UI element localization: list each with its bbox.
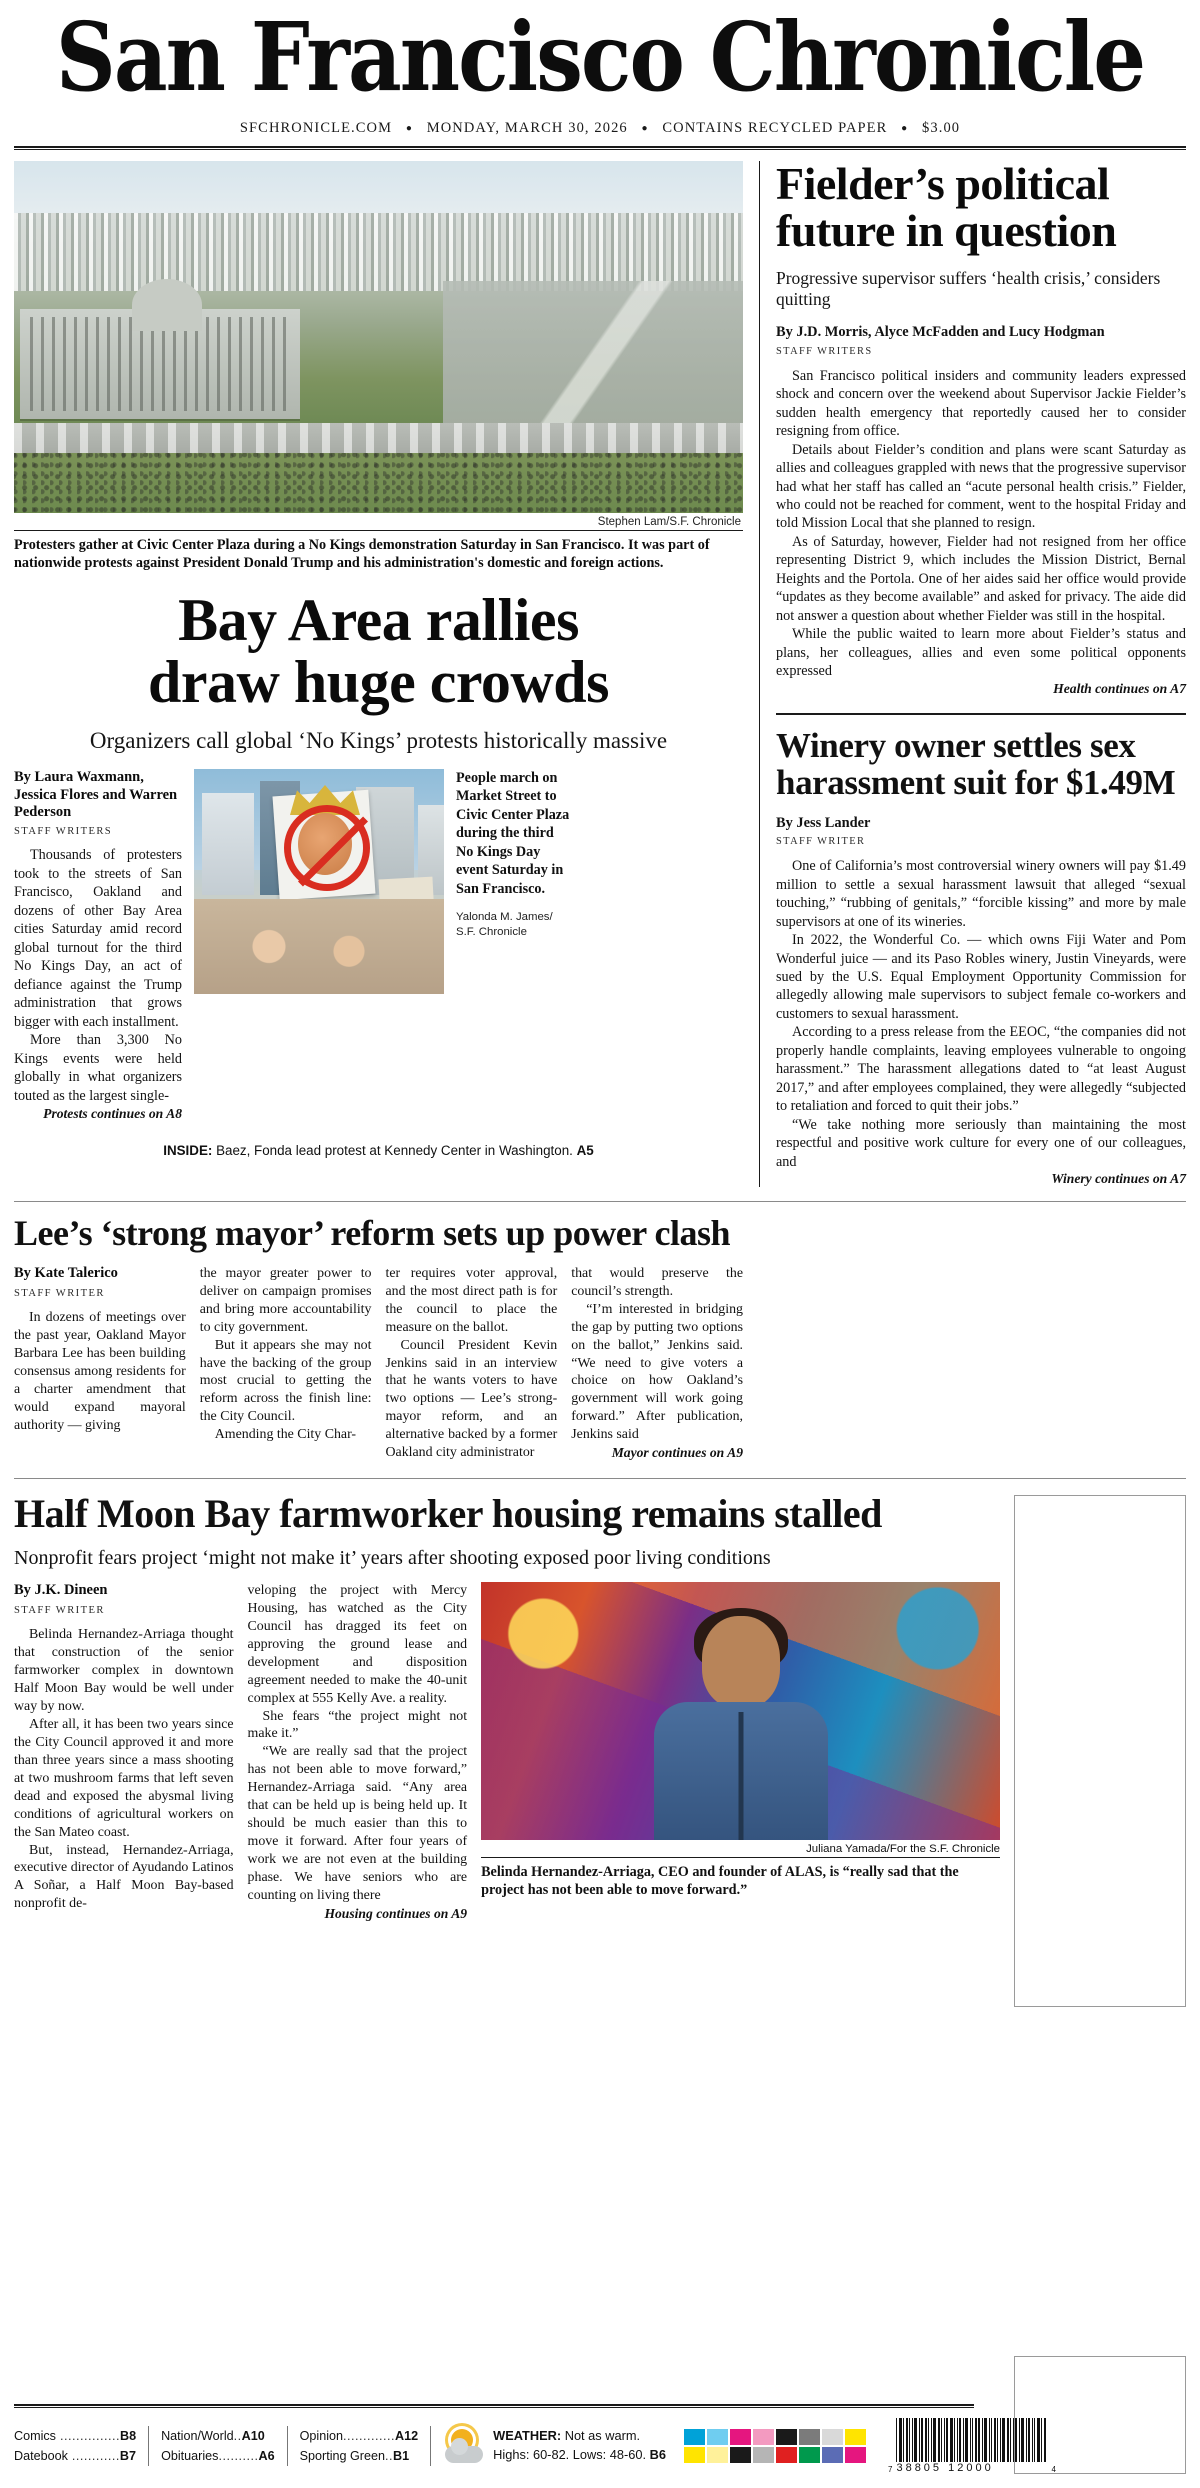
weather-summary: Not as warm. [564, 2428, 641, 2444]
hmb-headline: Half Moon Bay farmworker housing remains stalled [14, 1491, 882, 1537]
lead-para-2: More than 3,300 No Kings events were held globally in what organizers touted as the largest single- [14, 1032, 182, 1104]
color-swatch [822, 2429, 843, 2445]
dateline-bullet-icon: ● [641, 122, 649, 134]
lee-c2-para-1: the mayor greater power to deliver on campaign promises and bring more accountability to city government. [199, 1265, 372, 1335]
winery-jumpline: Winery continues on A7 [1051, 1170, 1186, 1186]
footer-index-bar [14, 2404, 1186, 2474]
barcode-line [975, 2418, 977, 2462]
market-street-credit: Yalonda M. James/ S.F. Chronicle [456, 911, 553, 939]
dateline-price: $3.00 [922, 119, 961, 136]
hmb-section-rule [14, 1478, 1186, 1479]
lee-section [14, 1202, 1186, 1462]
index-page-obituaries: A6 [258, 2449, 275, 2463]
lead-body [14, 846, 182, 1105]
barcode-line [978, 2418, 980, 2462]
index-page-datebook: B7 [119, 2449, 137, 2463]
index-item-nation-world[interactable]: Nation/World..A10 [161, 2428, 265, 2443]
hmb-c1-para-3: But, instead, Hernandez-Arriaga, executive director of Ayudando Latinos A Soñar, a Half Moon Bay-based nonprofit de- [14, 1842, 234, 1912]
hmb-jumpline: Housing continues on A9 [324, 1905, 468, 1921]
hmb-column-1 [14, 1582, 234, 1922]
lead-byline-title: STAFF WRITERS [14, 826, 113, 838]
color-swatch [799, 2429, 820, 2445]
market-street-caption: People march on Market Street to Civic Center Plaza during the third No Kings Day event Saturday in San Francisco. [456, 770, 570, 897]
lead-byline: By Laura Waxmann, Jessica Flores and Warren Pederson [14, 769, 178, 821]
barcode-line [963, 2418, 964, 2462]
barcode-line [921, 2418, 923, 2462]
hmb-columns [14, 1582, 1000, 1922]
color-swatch [753, 2429, 774, 2445]
barcode-line [931, 2418, 932, 2462]
lee-c3-para-1: ter requires voter approval, and the most direct path is for the council to place the measure on the ballot. [385, 1265, 558, 1335]
barcode-line [972, 2418, 973, 2462]
barcode-line [914, 2418, 917, 2462]
fielder-para-2: Details about Fielder’s condition and plans were scant Saturday as allies and colleagues grappled with news that the progressive supervisor had what her staff has called an “acute personal health crisis.” Fielder, who could not be reached for comment, went to the hospital Friday and told Mission Local that she planned to resign. [776, 441, 1186, 532]
color-swatch [799, 2447, 820, 2463]
sun-cloud-icon [445, 2429, 485, 2463]
inside-text: Baez, Fonda lead protest at Kennedy Center in Washington. [216, 1142, 573, 1158]
barcode-line [1010, 2418, 1011, 2462]
barcode-line [919, 2418, 920, 2462]
index-name-datebook: Datebook [14, 2449, 68, 2463]
barcode-line [1002, 2418, 1005, 2462]
index-page-nation-world: A10 [241, 2428, 265, 2443]
lee-byline: By Kate Talerico [14, 1264, 118, 1281]
lead-story-columns [14, 769, 743, 1122]
dateline-date: MONDAY, MARCH 30, 2026 [426, 119, 628, 136]
lead-jumpline: Protests continues on A8 [43, 1105, 182, 1121]
barcode-line [965, 2418, 968, 2462]
weather-label: WEATHER: [493, 2428, 562, 2444]
barcode-line [989, 2418, 990, 2462]
barcode-left-digit: 7 [888, 2465, 893, 2474]
footer-ad-box[interactable] [1014, 2356, 1186, 2474]
hmb-photo-caption: Belinda Hernandez-Arriaga, CEO and founder of ALAS, is “really sad that the project has not been able to move forward.” [481, 1857, 1000, 1900]
index-name-obituaries: Obituaries [161, 2449, 219, 2463]
top-section [14, 157, 1186, 1187]
right-rail-divider [776, 713, 1186, 715]
color-bar-row-bottom [684, 2447, 866, 2463]
barcode-line [903, 2418, 904, 2462]
lead-deck: Organizers call global ‘No Kings’ protests historically massive [89, 728, 668, 754]
index-name-comics: Comics [14, 2428, 56, 2443]
barcode-line [991, 2418, 992, 2462]
footer-rule [14, 2404, 974, 2408]
color-swatch [845, 2429, 866, 2445]
barcode-line [1007, 2418, 1009, 2462]
lee-c1-para-1: In dozens of meetings over the past year, Oakland Mayor Barbara Lee has been building consensus among residents for a charter amendment that would expand mayoral authority — giving [14, 1310, 186, 1433]
hmb-c1-para-1: Belinda Hernandez-Arriaga thought that construction of the senior farmworker complex in downtown Half Moon Bay would be well under way by now. [14, 1627, 234, 1715]
lee-byline-title: STAFF WRITER [14, 1287, 105, 1299]
barcode-line [899, 2418, 902, 2462]
barcode-line [909, 2418, 910, 2462]
hmb-photo-credit: Juliana Yamada/For the S.F. Chronicle [806, 1842, 1001, 1855]
dateline-bullet-icon: ● [405, 122, 413, 134]
index-page-opinion: A12 [395, 2428, 419, 2443]
index-group-3 [288, 2426, 432, 2467]
winery-para-3: According to a press release from the EEOC, “the companies did not properly handle complaints, leaving employees vulnerable to ongoing harassment.” The harassment allegations dated to “at least August 2017,” and after employees complained, they were allegedly “subjected to retaliation and forced to quit their jobs.” [776, 1024, 1186, 1115]
color-bar-row-top [684, 2429, 866, 2445]
barcode-line [938, 2418, 940, 2462]
advertisement-box[interactable] [1014, 1495, 1186, 2007]
barcode-line [997, 2418, 998, 2462]
hmb-section [14, 1493, 1186, 2007]
dateline-recycled: CONTAINS RECYCLED PAPER [662, 119, 888, 136]
lee-column-4 [571, 1265, 743, 1462]
barcode-right-digit: 4 [1051, 2465, 1056, 2474]
barcode-line [957, 2418, 958, 2462]
index-group-2 [149, 2426, 288, 2467]
index-page-sporting-green: B1 [393, 2449, 410, 2463]
hmb-deck: Nonprofit fears project ‘might not make it’ years after shooting exposed poor living conditions [14, 1546, 771, 1569]
hmb-c2-para-1: veloping the project with Mercy Housing, has watched as the City Council has dragged its feet on approving the ground lease and development and disposition agreement needed to make the 40-unit complex at 555 Kelly Ave. a reality. [247, 1582, 468, 1706]
barcode-line [984, 2418, 987, 2462]
barcode-line [950, 2418, 953, 2462]
index-item-opinion[interactable]: Opinion.............A12 [299, 2428, 419, 2443]
hmb-photo [481, 1582, 1000, 1840]
lead-photo-caption: Protesters gather at Civic Center Plaza during a No Kings demonstration Saturday in San Francisco. It was part of nationwide protests against President Donald Trump and his administration's domestic and foreign actions. [14, 530, 743, 573]
color-swatch [730, 2447, 751, 2463]
winery-byline-title: STAFF WRITER [776, 836, 866, 848]
masthead-title: San Francisco Chronicle [55, 2, 1145, 113]
color-swatch [753, 2447, 774, 2463]
lead-para-1: Thousands of protesters took to the streets of San Francisco, Oakland and dozens of other Bay Area cities Saturday amid record global turnout for the third No Kings Day, an act of defiance against the Trump administration that grows bigger with each installment. [14, 847, 182, 1030]
color-swatch [822, 2447, 843, 2463]
barcode-line [970, 2418, 971, 2462]
weather-block[interactable] [431, 2427, 666, 2464]
fielder-para-3: As of Saturday, however, Fielder had not resigned from her office representing District 9, which includes the Mission District, Bernal Heights and the Portola. One of her aides said her office would provide “updates as they become available” and asked for privacy. The aide did not answer a question about whether Fielder was still in the hospital. [776, 533, 1186, 624]
barcode-line [912, 2418, 913, 2462]
hmb-byline-title: STAFF WRITER [14, 1604, 105, 1616]
lead-photo-credit: Stephen Lam/S.F. Chronicle [597, 515, 741, 528]
lee-column-3 [386, 1265, 558, 1462]
color-swatch [730, 2429, 751, 2445]
index-item-datebook[interactable]: Datebook ............B7 [14, 2449, 137, 2463]
lead-column-1 [14, 769, 182, 1122]
winery-headline: Winery owner settles sex harassment suit for $1.49M [776, 725, 1176, 802]
inside-label: INSIDE: [163, 1142, 213, 1158]
fielder-para-1: San Francisco political insiders and community leaders expressed shock and concern over the weekend about Supervisor Jackie Fielder’s sudden health emergency that reportedly caused her to consider resigning from office. [776, 367, 1186, 440]
masthead [14, 0, 1186, 150]
winery-body [776, 857, 1186, 1171]
color-swatch [707, 2447, 728, 2463]
barcode-line [944, 2418, 945, 2462]
winery-para-4: “We take nothing more seriously than maintaining the most respectful and positive work culture for every one of our colleagues, and [776, 1116, 1186, 1170]
barcode-line [954, 2418, 955, 2462]
lee-headline: Lee’s ‘strong mayor’ reform sets up power clash [14, 1212, 731, 1253]
index-item-sporting-green[interactable]: Sporting Green..B1 [299, 2449, 410, 2463]
barcode-line [925, 2418, 927, 2462]
color-swatch [684, 2447, 705, 2463]
color-swatch [776, 2429, 797, 2445]
index-name-sporting-green: Sporting Green [299, 2449, 386, 2463]
color-swatch [776, 2447, 797, 2463]
fielder-deck: Progressive supervisor suffers ‘health crisis,’ considers quitting [776, 267, 1161, 309]
index-page-comics: B8 [119, 2428, 137, 2443]
winery-para-1: One of California’s most controversial winery owners will pay $1.49 million to settle a sexual harassment lawsuit that alleged “sexual touching,” “rubbing of genitals,” “forcible kissing” and more by male supervisors at one of its wineries. [776, 858, 1186, 930]
winery-byline: By Jess Lander [776, 814, 871, 831]
masthead-rule [14, 146, 1186, 150]
lee-column-2 [200, 1265, 372, 1462]
hmb-byline: By J.K. Dineen [14, 1581, 108, 1598]
lead-headline-line1: Bay Area rallies [178, 586, 579, 653]
lee-c3-para-2: Council President Kevin Jenkins said in an interview that he wants voters to have two options — Lee’s strong-mayor reform, and an alternative backed by a former Oakland city administrator [385, 1337, 558, 1461]
index-item-comics[interactable]: Comics ...............B8 [14, 2428, 137, 2443]
barcode-line [933, 2418, 936, 2462]
market-street-caption-block [456, 769, 574, 1122]
lee-columns [14, 1265, 743, 1462]
hmb-c2-para-2: She fears “the project might not make it.” [247, 1708, 468, 1742]
market-street-photo [194, 769, 444, 994]
index-name-opinion: Opinion [299, 2428, 344, 2443]
lead-photo [14, 161, 743, 513]
lead-story-block [14, 161, 759, 1187]
barcode-line [982, 2418, 983, 2462]
weather-detail: Highs: 60-82. Lows: 48-60. [493, 2447, 647, 2462]
lee-c4-para-1: that would preserve the council’s strength. [571, 1265, 743, 1299]
fielder-para-4: While the public waited to learn more about Fielder’s status and plans, her colleagues, allies and even some political opponents expressed [776, 626, 1186, 680]
barcode-line [946, 2418, 948, 2462]
barcode-line [896, 2418, 897, 2462]
fielder-headline: Fielder’s political future in question [776, 157, 1117, 256]
color-swatch [707, 2429, 728, 2445]
inside-teaser[interactable] [14, 1138, 743, 1163]
color-swatch [845, 2447, 866, 2463]
hmb-column-2 [248, 1582, 468, 1922]
color-swatch [684, 2429, 705, 2445]
hmb-photo-block [481, 1582, 1000, 1922]
weather-page: B6 [649, 2447, 666, 2462]
color-registration-bars [684, 2429, 866, 2463]
barcode-line [959, 2418, 961, 2462]
barcode-digits: 38805 12000 [896, 2462, 994, 2474]
barcode-line [928, 2418, 929, 2462]
winery-para-2: In 2022, the Wonderful Co. — which owns Fiji Water and Pom Wonderful juice — and its Paso Robles winery, Justin Vineyards, were sued by the U.S. Equal Employment Opportunity Commission for allegedly allowing male supervisors to subject female co-workers and customers to sexual harassment. [776, 932, 1186, 1022]
lee-column-1 [14, 1265, 186, 1462]
fielder-byline: By J.D. Morris, Alyce McFadden and Lucy Hodgman [776, 324, 1105, 341]
inside-page: A5 [576, 1142, 594, 1158]
dateline [14, 120, 1186, 146]
index-name-nation-world: Nation/World [161, 2428, 234, 2443]
hmb-c2-para-3: “We are really sad that the project has not been able to move forward,” Hernandez-Arriaga said. “Any area that can be held up is being held up. It should be much easier than this to move it forward. After four years of work we are not even at the building phase. We have seniors who are counting on living there [247, 1744, 468, 1903]
fielder-jumpline: Health continues on A7 [1053, 680, 1186, 696]
lead-headline [14, 586, 743, 716]
lee-c2-para-2: But it appears she may not have the backing of the group most crucial to getting the reform across the finish line: the City Council. [199, 1337, 372, 1425]
lee-c2-para-3: Amending the City Char- [214, 1427, 357, 1443]
barcode-line [941, 2418, 942, 2462]
fielder-byline-title: STAFF WRITERS [776, 345, 873, 357]
dateline-bullet-icon: ● [901, 122, 909, 134]
hmb-c1-para-2: After all, it has been two years since the City Council approved it and more than three years since a mass shooting at two mushroom farms that left seven dead and exposed the abysmal living conditions of agricultural workers on the San Mateo coast. [14, 1716, 234, 1840]
index-item-obituaries[interactable]: Obituaries..........A6 [161, 2449, 275, 2463]
prohibition-sign-icon [284, 805, 370, 891]
barcode-line [1000, 2418, 1001, 2462]
right-rail [759, 157, 1186, 1187]
barcode-line [906, 2418, 908, 2462]
lee-jumpline: Mayor continues on A9 [611, 1445, 743, 1461]
lee-c4-para-2: “I’m interested in bridging the gap by putting two options on the ballot,” Jenkins said. “We need to give voters a choice on how Oakland’s government will work going forward.” After publication, Jenkins said [571, 1301, 743, 1443]
index-group-1 [14, 2426, 149, 2467]
barcode-line [994, 2418, 996, 2462]
fielder-body [776, 367, 1186, 681]
lead-headline-line2: draw huge crowds [148, 649, 609, 716]
dateline-website: SFCHRONICLE.COM [239, 119, 393, 136]
